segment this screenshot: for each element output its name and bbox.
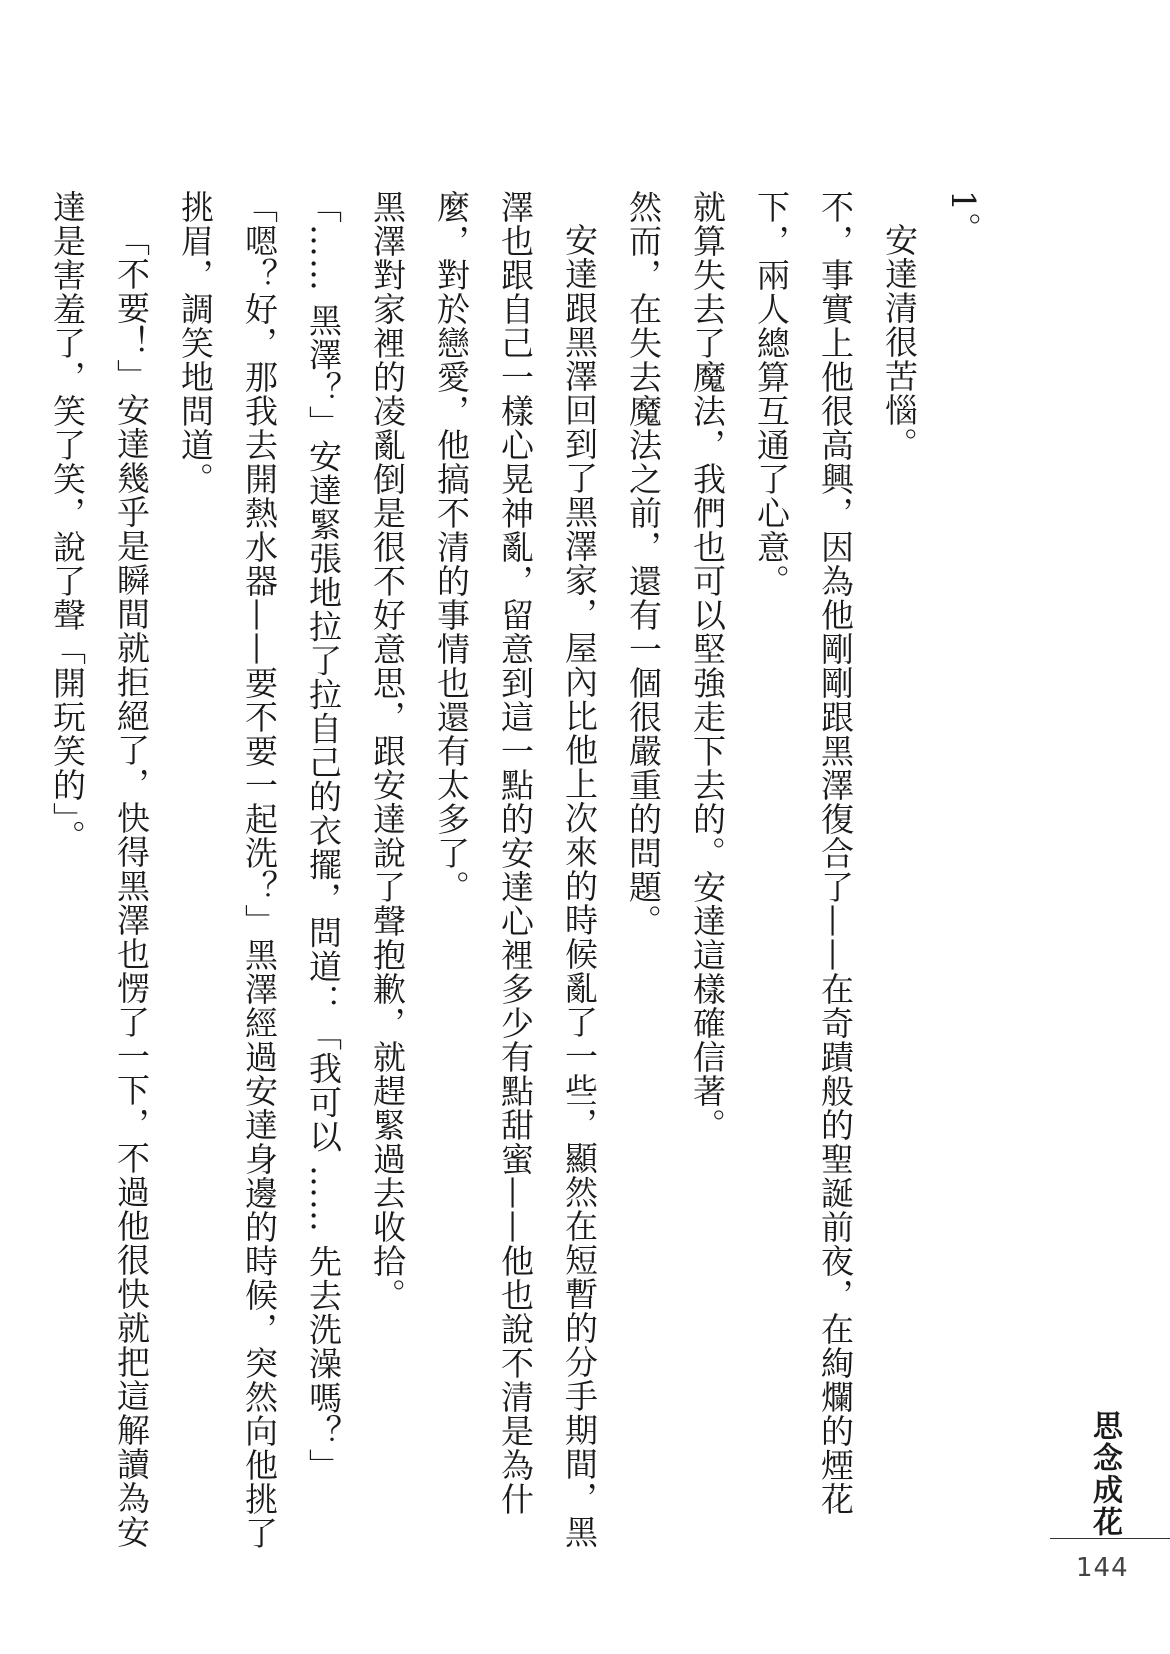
paragraph: 「嗯？好，那我去開熱水器——要不要一起洗？」黑澤經過安達身邊的時候，突然向他挑了挑眉，調笑地問道。 <box>176 190 279 1550</box>
footer-divider <box>1050 1538 1170 1539</box>
paragraph: 安達清很苦惱。 <box>880 223 919 461</box>
paragraph: 就算失去了魔法，我們也可以堅強走下去的。安達這樣確信著。 <box>688 190 727 1142</box>
paragraph: 黑澤對家裡的凌亂倒是很不好意思，跟安達說了聲抱歉，就趕緊過去收拾。 <box>368 190 407 1312</box>
page-number: 144 <box>1076 1553 1129 1583</box>
running-title: 思念成花 <box>1087 1410 1122 1538</box>
paragraph: 安達跟黑澤回到了黑澤家，屋內比他上次來的時候亂了一些，顯然在短暫的分手期間，黑澤也跟自己一樣心晃神亂，留意到這一點的安達心裡多少有點甜蜜——他也說不清是為什麼，對於戀愛，他搞不清的事情也還有太多了。 <box>432 190 599 1549</box>
body-text <box>48 190 995 1550</box>
paragraph: 然而，在失去魔法之前，還有一個很嚴重的問題。 <box>624 190 663 938</box>
paragraph: 「…… 黑澤？」安達緊張地拉了拉自己的衣擺，問道：「我可以 …… 先去洗澡嗎？」 <box>304 190 343 1483</box>
paragraph: 「不要！」安達幾乎是瞬間就拒絕了，快得黑澤也愣了一下，不過他很快就把這解讀為安達是害羞了，笑了笑，說了聲「開玩笑的」。 <box>48 190 151 1549</box>
paragraph: 不，事實上他很高興，因為他剛剛跟黑澤復合了——在奇蹟般的聖誕前夜，在絢爛的煙花下，兩人總算互通了心意。 <box>752 190 855 1516</box>
chapter-number: 1。 <box>944 190 983 246</box>
